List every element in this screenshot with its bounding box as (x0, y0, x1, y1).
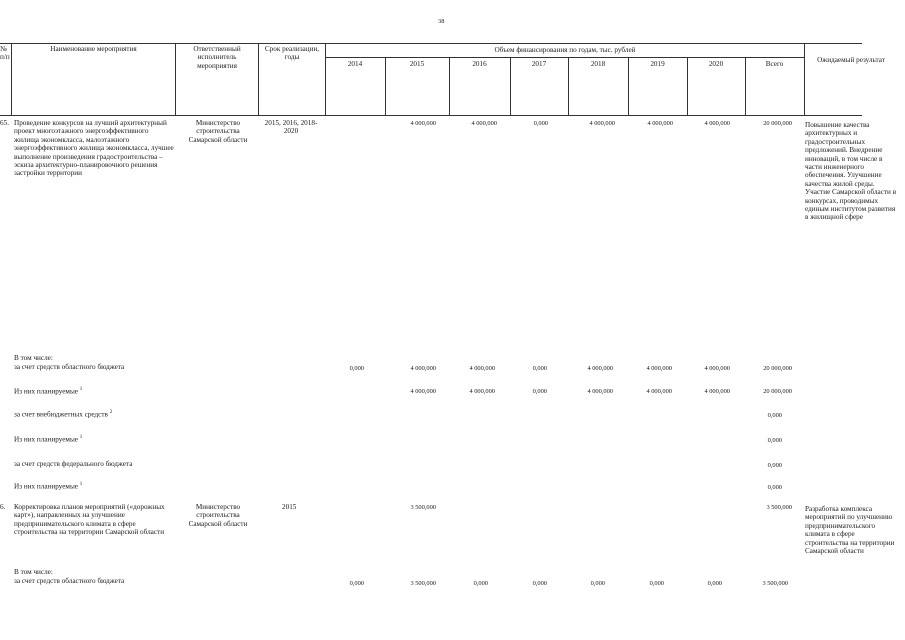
subrow-label: Из них планируемые $^1$ (14, 482, 83, 491)
row-result: Разработка комплекса мероприятий по улучшению предпринимательского климата в сфере строительства на территории Самарской области (805, 505, 895, 556)
subrow-value-2017: 0,000 (532, 580, 547, 587)
header-total: Всего (765, 60, 784, 68)
subrow-value-total: 0,000 (767, 437, 782, 444)
value-2015: 3 500,000 (410, 504, 436, 511)
page-number: 38 (438, 18, 445, 25)
value-2019: 4 000,000 (647, 120, 673, 127)
subrow-value-2015: 4 000,000 (410, 365, 436, 372)
subrow-value-2017: 0,000 (532, 365, 547, 372)
subrow-value-total: 20 000,000 (763, 388, 792, 395)
header-year-2014: 2014 (347, 60, 363, 68)
incl-label: В том числе: (14, 354, 53, 362)
subrow-value-2018: 4 000,000 (587, 365, 613, 372)
col-divider (804, 43, 805, 116)
subrow-label: за счет средств областного бюджета (14, 577, 125, 585)
subrow-value-2020: 0,000 (707, 580, 722, 587)
subrow-value-2020: 4 000,000 (704, 388, 730, 395)
header-result: Ожидаемый результат (817, 56, 885, 64)
subrow-value-2016: 4 000,000 (469, 365, 495, 372)
header-name: Наименование мероприятия (50, 45, 137, 53)
subrow-value-2014: 0,000 (349, 365, 364, 372)
subrow-value-total: 20 000,000 (763, 365, 792, 372)
row-name: Проведение конкурсов на лучший архитектурный проект многоэтажного энергоэффективного жилища экономкласса, малоэтажного энергоэффективного жилища экономкласса, лучшее выполнение произведения градостроительства – эскиза архитектурно-планировочного решения застройки территории (14, 119, 174, 178)
header-responsible: Ответственный исполнитель мероприятия (193, 45, 241, 70)
subrow-value-2014: 0,000 (349, 580, 364, 587)
subrow-label: за счет внебюджетных средств $^2$ (14, 410, 113, 419)
subrow-label: за счет средств федерального бюджета (14, 460, 133, 468)
subrow-label: за счет средств областного бюджета (14, 363, 125, 371)
subrow-value-2016: 0,000 (473, 580, 488, 587)
header-year-2017: 2017 (531, 60, 547, 68)
col-divider (11, 43, 12, 116)
subrow-value-total: 0,000 (767, 412, 782, 419)
value-2016: 4 000,000 (471, 120, 497, 127)
subrow-value-total: 3 500,000 (762, 580, 788, 587)
value-2015: 4 000,000 (410, 120, 436, 127)
row-number: 6. (0, 503, 6, 511)
table-top-border (0, 43, 862, 44)
header-year-2016: 2016 (472, 60, 487, 68)
subrow-value-2018: 4 000,000 (587, 388, 613, 395)
subrow-value-total: 0,000 (767, 462, 782, 469)
value-2020: 4 000,000 (704, 120, 730, 127)
subrow-value-2018: 0,000 (590, 580, 605, 587)
value-2017: 0,000 (533, 120, 548, 127)
row-name: Корректировка планов мероприятий («дорожных карт»), направленных на улучшение предпринимательского климата в сфере строительства на территории Самарской области (14, 503, 165, 537)
header-year-2018: 2018 (590, 60, 606, 68)
incl-label: В том числе: (14, 568, 53, 576)
header-funding: Объем финансирования по годам, тыс. рублей (494, 46, 636, 54)
value-total: 20 000,000 (763, 120, 792, 127)
subrow-value-2019: 4 000,000 (646, 365, 672, 372)
subrow-value-2019: 0,000 (649, 580, 664, 587)
row-responsible: Министерство строительства Самарской области (188, 119, 248, 144)
subrow-label: Из них планируемые $^1$ (14, 387, 83, 396)
row-term: 2015 (282, 503, 297, 511)
value-total: 3 500,000 (766, 504, 792, 511)
value-2018: 4 000,000 (589, 120, 615, 127)
row-number: 65. (0, 119, 9, 127)
row-result: Повышение качества архитектурных и градостроительных предложений. Внедрение инноваций, в том числе в части инженерного обеспечения. Улучшение качества жилой среды. Участие Самарской области в конкурсах, проводимых единым институтом развития в жилищной сфере (805, 121, 897, 222)
row-term: 2015, 2016, 2018-2020 (264, 119, 318, 136)
row-responsible: Министерство строительства Самарской области (188, 503, 248, 528)
subrow-value-total: 0,000 (767, 484, 782, 491)
header-year-2019: 2019 (650, 60, 665, 68)
subrow-value-2015: 3 500,000 (410, 580, 436, 587)
col-divider (175, 43, 176, 116)
subrow-value-2019: 4 000,000 (646, 388, 672, 395)
subrow-label: Из них планируемые $^1$ (14, 435, 83, 444)
header-num: № п/п (0, 45, 10, 62)
subrow-value-2020: 4 000,000 (704, 365, 730, 372)
years-subheader-line (325, 57, 804, 58)
header-year-2020: 2020 (708, 60, 724, 68)
subrow-value-2015: 4 000,000 (410, 388, 436, 395)
header-bottom-border (0, 115, 862, 116)
header-year-2015: 2015 (409, 60, 425, 68)
header-term: Срок реализации, годы (264, 45, 320, 62)
subrow-value-2016: 4 000,000 (469, 388, 495, 395)
subrow-value-2017: 0,000 (532, 388, 547, 395)
